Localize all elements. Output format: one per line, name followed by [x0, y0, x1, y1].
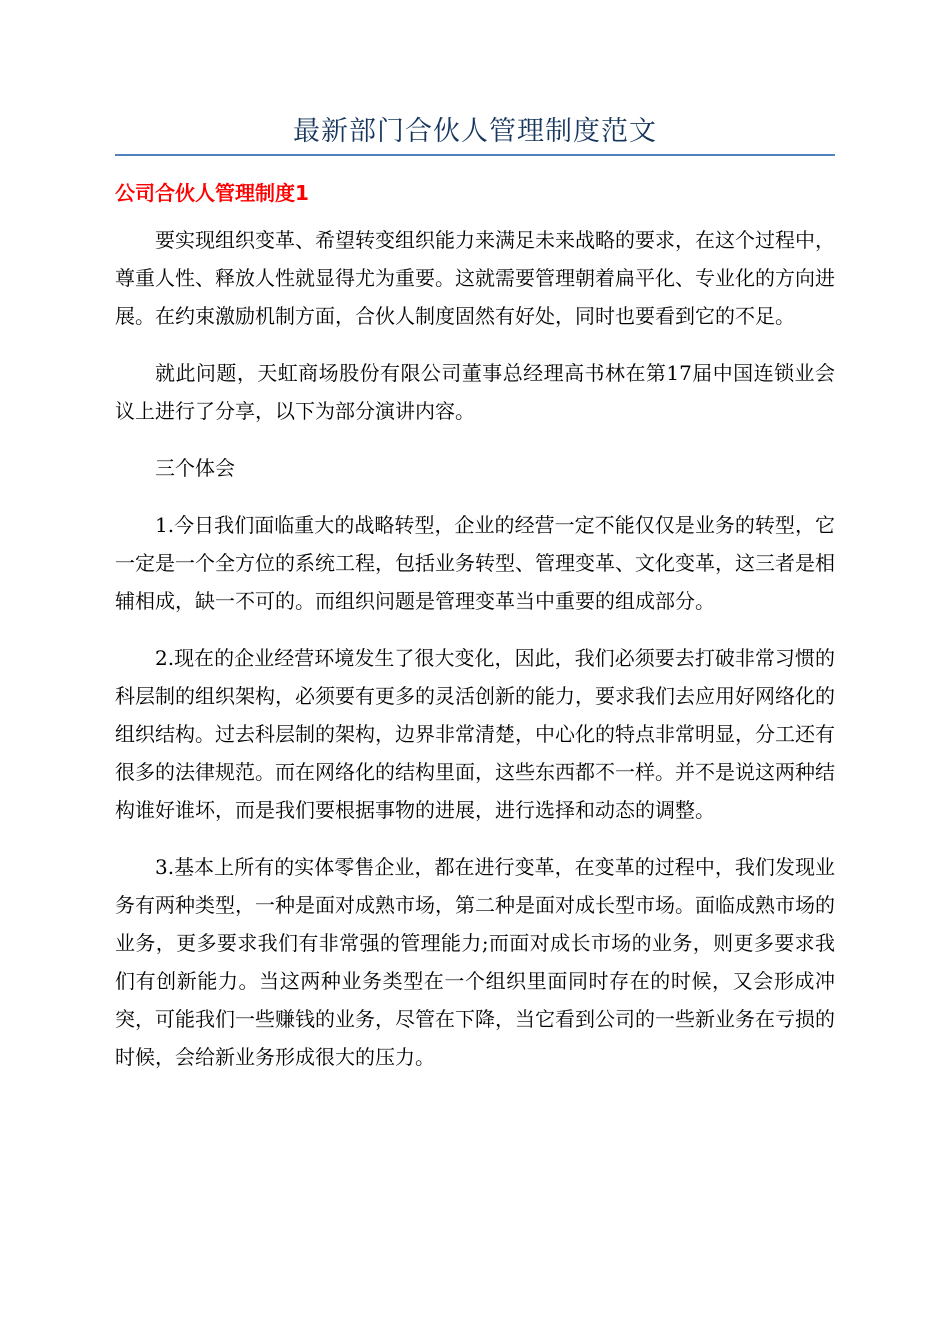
body-paragraph: 3.基本上所有的实体零售企业，都在进行变革，在变革的过程中，我们发现业务有两种类型，一种是面对成熟市场，第二种是面对成长型市场。面临成熟市场的业务，更多要求我们有非常强的管理能力;而面对成长市场的业务，则更多要求我们有创新能力。当这两种业务类型在一个组织里面同时存在的时候，又会形成冲突，可能我们一些赚钱的业务，尽管在下降，当它看到公司的一些新业务在亏损的时候，会给新业务形成很大的压力。: [115, 855, 835, 1069]
section-heading: 公司合伙人管理制度1: [115, 181, 309, 205]
document-title: 最新部门合伙人管理制度范文: [293, 116, 657, 147]
body-paragraph: 三个体会: [155, 456, 235, 480]
body-paragraph: 2.现在的企业经营环境发生了很大变化，因此，我们必须要去打破非常习惯的科层制的组织架构，必须要有更多的灵活创新的能力，要求我们去应用好网络化的组织结构。过去科层制的架构，边界非常清楚，中心化的特点非常明显，分工还有很多的法律规范。而在网络化的结构里面，这些东西都不一样。并不是说这两种结构谁好谁坏，而是我们要根据事物的进展，进行选择和动态的调整。: [115, 646, 835, 822]
body-paragraph: 要实现组织变革、希望转变组织能力来满足未来战略的要求，在这个过程中，尊重人性、释放人性就显得尤为重要。这就需要管理朝着扁平化、专业化的方向进展。在约束激励机制方面，合伙人制度固然有好处，同时也要看到它的不足。: [115, 228, 835, 328]
document-body: [115, 221, 835, 1095]
body-paragraph: 1.今日我们面临重大的战略转型，企业的经营一定不能仅仅是业务的转型，它一定是一个全方位的系统工程，包括业务转型、管理变革、文化变革，这三者是相辅相成，缺一不可的。而组织问题是管理变革当中重要的组成部分。: [115, 513, 835, 613]
title-underline: [115, 154, 835, 156]
body-paragraph: 就此问题，天虹商场股份有限公司董事总经理高书林在第17届中国连锁业会议上进行了分享，以下为部分演讲内容。: [115, 361, 835, 423]
